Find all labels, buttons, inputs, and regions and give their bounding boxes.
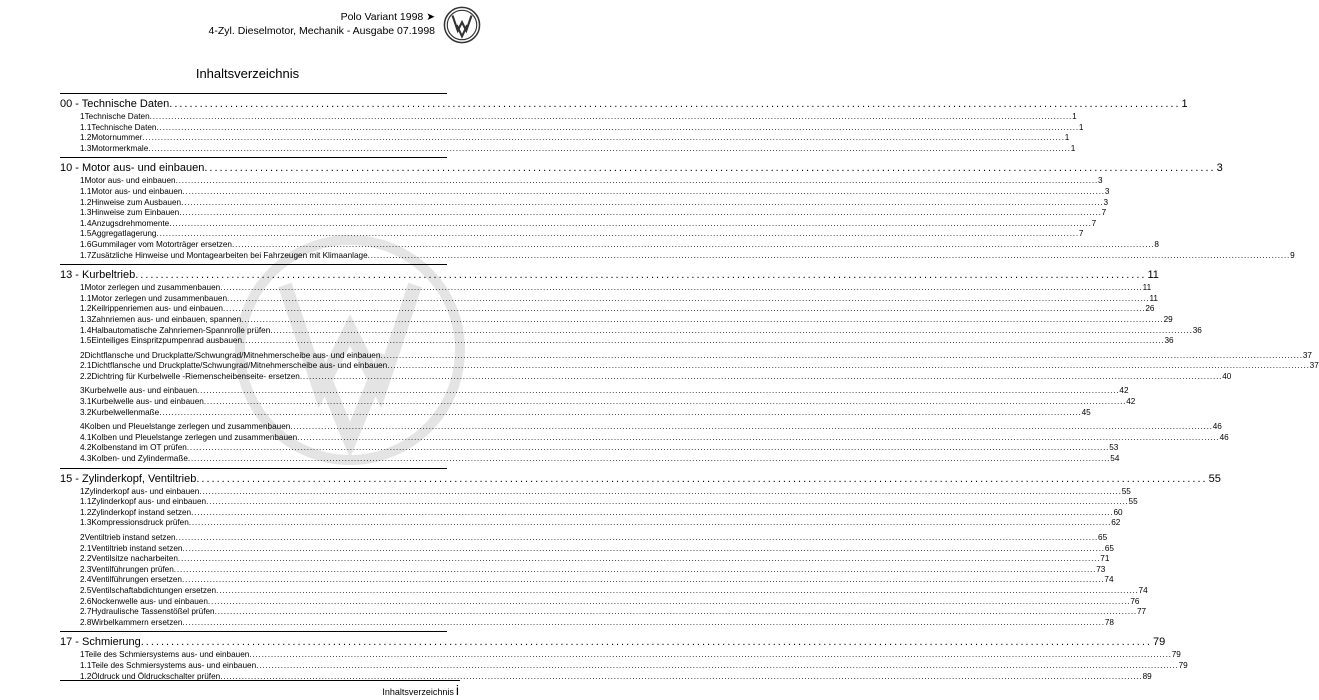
section-title: 10 - Motor aus- und einbauen (60, 162, 205, 175)
toc-entry[interactable] (60, 554, 1110, 565)
entry-label: Dichtring für Kurbelwelle -Riemenscheibenseite- ersetzen (91, 371, 300, 381)
toc-entry[interactable] (60, 239, 1159, 251)
entry-label: Zusätzliche Hinweise und Montagearbeiten bei Fahrzeugen mit Klimaanlage (91, 250, 368, 260)
leader-dots: ............................................................................................................................................................................................................................................................................................................ (270, 325, 1193, 335)
entry-number: 1 (80, 486, 85, 496)
section-page-number: 11 (1147, 269, 1159, 282)
entry-label: Kolbenstand im OT prüfen (91, 443, 187, 453)
toc-entry[interactable] (60, 112, 1077, 123)
section-title: 17 - Schmierung (60, 636, 141, 649)
toc-entry[interactable] (60, 422, 1222, 433)
entry-number: 1.4 (80, 325, 92, 335)
leader-dots: ............................................................................................................................................................................................................................................................................................................ (297, 432, 1220, 442)
entry-number: 2.1 (80, 543, 92, 553)
entry-number: 1.4 (80, 218, 92, 228)
toc-entry[interactable] (60, 293, 1158, 305)
page-title: Inhaltsverzeichnis (195, 66, 300, 81)
leader-dots: ............................................................................................................................................................................................................................................................................................................ (380, 350, 1303, 360)
entry-label: Motor aus- und einbauen (84, 176, 176, 186)
entry-label: Technische Daten (91, 122, 157, 132)
entry-number: 4 (80, 422, 85, 432)
entry-page-number: 1 (1064, 133, 1070, 143)
leader-dots: ............................................................................................................................................................................................................................................................................................................ (241, 314, 1164, 324)
entry-page-number: 1 (1070, 143, 1076, 153)
leader-dots: ............................................................................................................................................................................................................................................................................................................ (367, 250, 1291, 260)
entry-page-number: 1 (1078, 122, 1084, 132)
leader-dots: ............................................................................................................................................................................................................................................................................................................ (148, 143, 1071, 153)
entry-label: Technische Daten (84, 112, 150, 121)
entry-label: Ventilführungen prüfen (91, 564, 174, 574)
leader-dots: ............................................................................................................................................................................................................................................................................................................ (182, 186, 1105, 196)
entry-label: Zylinderkopf instand setzen (91, 507, 192, 517)
entry-label: Motornummer (91, 133, 143, 143)
entry-page-number: 3 (1103, 197, 1109, 207)
section-page-number: 1 (1181, 98, 1188, 110)
leader-dots: ............................................................................................................................................................................................................................................................................................................ (182, 617, 1105, 627)
vw-logo-icon (443, 6, 481, 44)
entry-page-number: 36 (1164, 336, 1174, 346)
leader-dots: ............................................................................................................................................................................................................................................................................................................ (249, 650, 1172, 660)
entry-number: 2.2 (80, 371, 92, 381)
entry-number: 1.3 (80, 208, 92, 218)
leader-dots: ............................................................................................................................................................................................................................................................................................................ (179, 208, 1102, 218)
toc-entry[interactable] (60, 575, 1114, 586)
toc-entry[interactable] (60, 371, 1232, 383)
leader-dots: ............................................................................................................................................................................................................................................................................................................ (175, 533, 1099, 542)
toc-section-heading[interactable] (60, 96, 1188, 112)
entry-page-number: 55 (1121, 486, 1131, 496)
entry-label: Ventilsitze nacharbeiten (91, 554, 178, 564)
entry-number: 1.1 (80, 186, 92, 196)
entry-label: Hydraulische Tassenstößel prüfen (91, 607, 215, 617)
toc-entry[interactable] (60, 361, 1319, 372)
entry-label: Motor zerlegen und zusammenbauen (91, 293, 228, 303)
toc-entry[interactable] (60, 596, 1140, 608)
leader-dots: ............................................................................................................................................................................................................................................................................................................ (187, 454, 1111, 464)
entry-label: Kurbelwelle aus- und einbauen (91, 397, 204, 407)
entry-label: Keilrippenriemen aus- und einbauen (91, 304, 223, 314)
entry-page-number: 62 (1111, 518, 1121, 528)
leader-dots: ............................................................................................................................................................................................................................................................................................................ (177, 554, 1101, 564)
entry-number: 1.2 (80, 671, 92, 681)
entry-number: 1 (80, 650, 85, 660)
entry-label: Motormerkmale (91, 143, 149, 153)
toc-section (60, 468, 1221, 629)
toc-entry[interactable] (60, 543, 1114, 555)
toc-entry[interactable] (60, 218, 1097, 230)
leader-dots: ............................................................................................................................................................................................................................................................................................................ (149, 112, 1073, 121)
leader-dots: ............................................................................................................................................................................................................................................................................................................ (181, 197, 1104, 207)
leader-dots: ........................................................................................................................................................................................................ (140, 636, 1152, 649)
leader-dots: ............................................................................................................................................................................................................................................................................................................ (181, 575, 1105, 585)
leader-dots: ............................................................................................................................................................................................................................................................................................................ (186, 443, 1110, 453)
leader-dots: ........................................................................................................................................................................................................ (135, 269, 1147, 282)
footer-label: Inhaltsverzeichnis (382, 687, 454, 697)
entry-page-number: 65 (1098, 533, 1108, 542)
leader-dots: ............................................................................................................................................................................................................................................................................................................ (175, 176, 1099, 186)
leader-dots: ............................................................................................................................................................................................................................................................................................................ (387, 361, 1310, 371)
entry-number: 2.5 (80, 585, 92, 595)
entry-number: 1.5 (80, 336, 92, 346)
leader-dots: ............................................................................................................................................................................................................................................................................................................ (159, 407, 1082, 417)
leader-dots: ............................................................................................................................................................................................................................................................................................................ (173, 564, 1097, 574)
entry-label: Teile des Schmiersystems aus- und einbauen (91, 660, 257, 670)
entry-page-number: 73 (1096, 564, 1106, 574)
toc-entry[interactable] (60, 607, 1147, 618)
entry-label: Ventilschaftabdichtungen ersetzen (91, 585, 217, 595)
section-page-number: 79 (1152, 636, 1166, 649)
toc-entry[interactable] (60, 350, 1312, 362)
entry-page-number: 46 (1219, 432, 1229, 442)
entry-label: Kolben und Pleuelstange zerlegen und zusammenbauen (91, 432, 298, 442)
entry-number: 1.2 (80, 507, 92, 517)
entry-label: Kurbelwellenmaße (91, 407, 160, 417)
leader-dots: ............................................................................................................................................................................................................................................................................................................ (156, 122, 1079, 132)
entry-number: 1.3 (80, 518, 92, 528)
entry-page-number: 37 (1309, 361, 1319, 371)
toc-entry[interactable] (60, 386, 1129, 397)
toc-section (60, 264, 1319, 465)
entry-page-number: 3 (1098, 176, 1103, 186)
entry-number: 1.3 (80, 143, 92, 153)
leader-dots: ............................................................................................................................................................................................................................................................................................................ (220, 671, 1143, 681)
toc-section-heading[interactable] (60, 471, 1221, 487)
toc-entry[interactable] (60, 186, 1110, 198)
toc-entry[interactable] (60, 122, 1084, 134)
entry-page-number: 37 (1302, 350, 1312, 360)
toc-entry[interactable] (60, 650, 1181, 661)
entry-number: 2.2 (80, 554, 92, 564)
entry-page-number: 53 (1109, 443, 1119, 453)
entry-page-number: 74 (1138, 585, 1148, 595)
entry-number: 2 (80, 533, 85, 542)
entry-label: Aggregatlagerung (91, 229, 157, 239)
entry-label: Hinweise zum Einbauen (91, 208, 180, 218)
leader-dots: ............................................................................................................................................................................................................................................................................................................ (206, 497, 1129, 507)
entry-label: Gummilager vom Motorträger ersetzen (91, 239, 232, 249)
entry-label: Zylinderkopf aus- und einbauen (84, 486, 200, 496)
toc-entry[interactable] (60, 250, 1295, 262)
toc-section-heading[interactable] (60, 634, 1166, 650)
entry-label: Ventilführungen ersetzen (91, 575, 182, 585)
entry-number: 1.5 (80, 229, 92, 239)
entry-number: 1 (80, 283, 85, 293)
toc-entry[interactable] (60, 407, 1091, 419)
entry-number: 1.7 (80, 250, 92, 260)
entry-page-number: 45 (1081, 407, 1091, 417)
section-title: 13 - Kurbeltrieb (60, 269, 136, 282)
section-page-number: 55 (1208, 472, 1221, 485)
leader-dots: ............................................................................................................................................................................................................................................................................................................ (197, 386, 1120, 396)
toc-entry[interactable] (60, 432, 1229, 444)
entry-label: Kolben und Pleuelstange zerlegen und zusammenbauen (84, 422, 291, 432)
entry-page-number: 55 (1128, 497, 1138, 507)
toc-section (60, 93, 1188, 154)
leader-dots: ............................................................................................................................................................................................................................................................................................................ (199, 486, 1122, 496)
leader-dots: ............................................................................................................................................................................................................................................................................................................ (222, 304, 1146, 314)
toc-entry[interactable] (60, 143, 1076, 155)
leader-dots: ............................................................................................................................................................................................................................................................................................................ (242, 336, 1165, 346)
entry-label: Halbautomatische Zahnriemen-Spannrolle prüfen (91, 325, 271, 335)
leader-dots: ........................................................................................................................................................................................................ (196, 472, 1208, 485)
toc-entry[interactable] (60, 507, 1123, 519)
toc-entry[interactable] (60, 454, 1120, 465)
footer-page-number: i (455, 682, 459, 698)
toc-entry[interactable] (60, 176, 1103, 187)
entry-page-number: 71 (1100, 554, 1110, 564)
toc-entry[interactable] (60, 443, 1119, 454)
entry-page-number: 74 (1104, 575, 1114, 585)
toc-section (60, 157, 1295, 261)
toc-entry[interactable] (60, 133, 1070, 144)
entry-number: 2.8 (80, 617, 92, 627)
entry-page-number: 36 (1192, 325, 1202, 335)
toc-entry[interactable] (60, 486, 1131, 498)
entry-number: 2.7 (80, 607, 92, 617)
entry-label: Hinweise zum Ausbauen (91, 197, 182, 207)
leader-dots: ........................................................................................................................................................................................................ (169, 98, 1181, 110)
toc-entry[interactable] (60, 229, 1084, 240)
entry-number: 3 (80, 386, 85, 396)
entry-number: 1.1 (80, 497, 92, 507)
leader-dots: ............................................................................................................................................................................................................................................................................................................ (290, 422, 1213, 432)
entry-label: Kolben- und Zylindermaße (91, 454, 188, 464)
section-page-number: 3 (1216, 162, 1223, 175)
toc-entry[interactable] (60, 497, 1138, 508)
entry-label: Teile des Schmiersystems aus- und einbauen (84, 650, 250, 660)
leader-dots: ............................................................................................................................................................................................................................................................................................................ (214, 607, 1137, 617)
entry-label: Anzugsdrehmomente (91, 218, 170, 228)
header-subtitle: 4-Zyl. Dieselmotor, Mechanik - Ausgabe 07.1998 (208, 25, 435, 37)
page-header (0, 0, 495, 66)
toc-entry[interactable] (60, 325, 1202, 337)
toc-section (60, 631, 1188, 682)
section-title: 15 - Zylinderkopf, Ventiltrieb (60, 472, 197, 485)
leader-dots: ............................................................................................................................................................................................................................................................................................................ (169, 218, 1092, 228)
entry-page-number: 79 (1178, 660, 1188, 670)
entry-page-number: 42 (1119, 386, 1129, 396)
entry-label: Öldruck und Öldruckschalter prüfen (91, 671, 221, 681)
page-footer (382, 682, 459, 698)
entry-number: 1.1 (80, 293, 92, 303)
entry-page-number: 78 (1104, 617, 1114, 627)
entry-number: 4.2 (80, 443, 92, 453)
entry-number: 2.1 (80, 361, 92, 371)
toc-entry[interactable] (60, 617, 1114, 629)
entry-label: Dichtflansche und Druckplatte/Schwungrad/Mitnehmerscheibe aus- und einbauen (91, 361, 388, 371)
leader-dots: ............................................................................................................................................................................................................................................................................................................ (227, 293, 1150, 303)
entry-page-number: 89 (1142, 671, 1152, 681)
entry-label: Zahnriemen aus- und einbauen, spannen (91, 314, 242, 324)
leader-dots: ............................................................................................................................................................................................................................................................................................................ (191, 507, 1114, 517)
entry-page-number: 1 (1072, 112, 1077, 121)
entry-page-number: 7 (1101, 208, 1107, 218)
toc-entry[interactable] (60, 283, 1152, 294)
entry-label: Kurbelwelle aus- und einbauen (84, 386, 197, 396)
entry-number: 4.1 (80, 432, 92, 442)
leader-dots: ............................................................................................................................................................................................................................................................................................................ (182, 543, 1105, 553)
entry-label: Ventiltrieb instand setzen (91, 543, 183, 553)
leader-dots: ............................................................................................................................................................................................................................................................................................................ (216, 585, 1139, 595)
entry-page-number: 11 (1142, 283, 1152, 293)
entry-label: Einteiliges Einspritzpumpenrad ausbauen (91, 336, 243, 346)
toc-entry[interactable] (60, 518, 1121, 529)
entry-page-number: 76 (1130, 596, 1140, 606)
toc-section-heading[interactable] (60, 160, 1223, 176)
entry-page-number: 42 (1126, 397, 1136, 407)
leader-dots: ............................................................................................................................................................................................................................................................................................................ (203, 397, 1127, 407)
entry-number: 1.3 (80, 314, 92, 324)
section-title: 00 - Technische Daten (60, 98, 170, 110)
entry-page-number: 29 (1163, 314, 1173, 324)
toc-entry[interactable] (60, 336, 1174, 347)
entry-page-number: 7 (1091, 218, 1097, 228)
entry-number: 3.1 (80, 397, 92, 407)
entry-page-number: 3 (1104, 186, 1110, 196)
entry-label: Dichtflansche und Druckplatte/Schwungrad/Mitnehmerscheibe aus- und einbauen (84, 350, 381, 360)
toc-entry[interactable] (60, 585, 1148, 597)
entry-number: 3.2 (80, 407, 92, 417)
toc-entry[interactable] (60, 660, 1188, 672)
entry-page-number: 8 (1154, 239, 1159, 249)
leader-dots: ............................................................................................................................................................................................................................................................................................................ (256, 660, 1179, 670)
entry-label: Wirbelkammern ersetzen (91, 617, 183, 627)
toc-entry[interactable] (60, 314, 1173, 326)
entry-number: 1.2 (80, 304, 92, 314)
leader-dots: ............................................................................................................................................................................................................................................................................................................ (232, 239, 1155, 249)
toc-entry[interactable] (60, 208, 1107, 219)
entry-page-number: 65 (1104, 543, 1114, 553)
leader-dots: ............................................................................................................................................................................................................................................................................................................ (188, 518, 1112, 528)
leader-dots: ............................................................................................................................................................................................................................................................................................................ (142, 133, 1065, 143)
toc-section-heading[interactable] (60, 267, 1159, 283)
entry-number: 2.6 (80, 596, 92, 606)
toc-entry[interactable] (60, 397, 1136, 408)
toc-entry[interactable] (60, 304, 1155, 315)
entry-number: 1.1 (80, 660, 92, 670)
leader-dots: ............................................................................................................................................................................................................................................................................................................ (220, 283, 1143, 293)
entry-page-number: 26 (1145, 304, 1155, 314)
entry-number: 1.1 (80, 122, 92, 132)
entry-page-number: 7 (1078, 229, 1084, 239)
entry-label: Motor aus- und einbauen (91, 186, 183, 196)
entry-page-number: 79 (1171, 650, 1181, 660)
entry-page-number: 77 (1137, 607, 1147, 617)
entry-page-number: 46 (1212, 422, 1222, 432)
entry-page-number: 9 (1290, 250, 1295, 260)
leader-dots: ........................................................................................................................................................................................................ (204, 162, 1216, 175)
table-of-contents (60, 93, 1319, 685)
entry-page-number: 60 (1113, 507, 1123, 517)
entry-page-number: 40 (1222, 371, 1232, 381)
toc-entry[interactable] (60, 533, 1108, 544)
entry-label: Zylinderkopf aus- und einbauen (91, 497, 207, 507)
entry-number: 2.3 (80, 564, 92, 574)
entry-number: 4.3 (80, 454, 92, 464)
toc-entry[interactable] (60, 564, 1106, 576)
footer-divider (60, 680, 460, 681)
header-model: Polo Variant 1998 ➤ (340, 11, 435, 23)
entry-label: Ventiltrieb instand setzen (84, 533, 176, 542)
entry-page-number: 11 (1149, 293, 1158, 303)
entry-label: Motor zerlegen und zusammenbauen (84, 283, 221, 293)
toc-entry[interactable] (60, 197, 1109, 209)
entry-label: Nockenwelle aus- und einbauen (91, 596, 208, 606)
entry-label: Kompressionsdruck prüfen (91, 518, 189, 528)
entry-number: 1 (80, 176, 85, 186)
entry-number: 1 (80, 112, 85, 121)
entry-number: 1.6 (80, 239, 92, 249)
leader-dots: ............................................................................................................................................................................................................................................................................................................ (156, 229, 1079, 239)
entry-page-number: 54 (1110, 454, 1120, 464)
leader-dots: ............................................................................................................................................................................................................................................................................................................ (207, 596, 1131, 606)
entry-number: 1.2 (80, 133, 92, 143)
entry-number: 1.2 (80, 197, 92, 207)
entry-number: 2.4 (80, 575, 92, 585)
leader-dots: ............................................................................................................................................................................................................................................................................................................ (299, 371, 1223, 381)
entry-number: 2 (80, 350, 85, 360)
